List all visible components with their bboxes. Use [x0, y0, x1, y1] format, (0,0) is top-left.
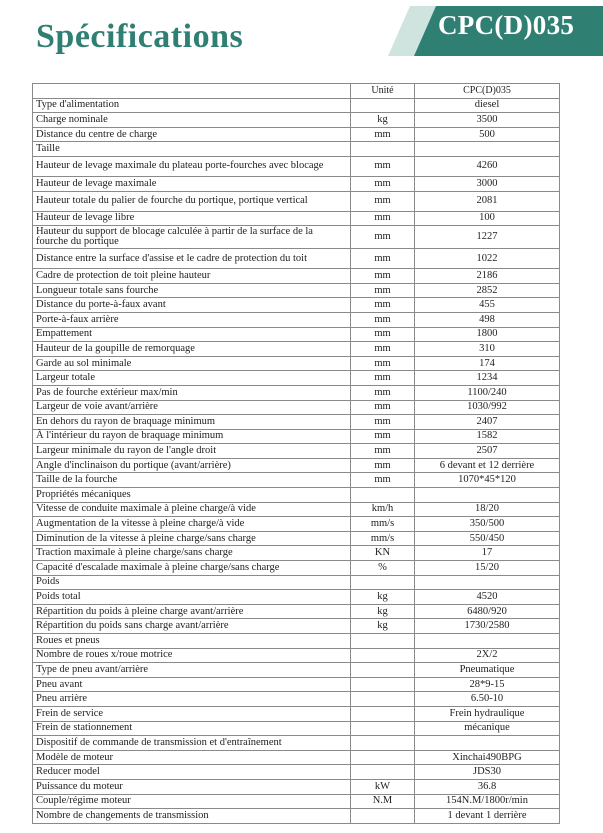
row-value-cell: 2852 — [415, 283, 560, 298]
row-value-cell: 350/500 — [415, 517, 560, 532]
table-row — [33, 721, 560, 736]
table-row — [33, 298, 560, 313]
row-value-cell: 3000 — [415, 176, 560, 191]
table-row — [33, 211, 560, 226]
row-name-cell: Distance du centre de charge — [33, 127, 351, 142]
row-value-cell: 310 — [415, 342, 560, 357]
table-row — [33, 473, 560, 488]
row-name-cell: Poids — [33, 575, 351, 590]
table-row — [33, 191, 560, 211]
model-label: CPC(D)035 — [438, 10, 575, 40]
table-row — [33, 677, 560, 692]
row-unit-cell — [351, 488, 415, 503]
row-unit-cell: kW — [351, 779, 415, 794]
row-value-cell: 455 — [415, 298, 560, 313]
row-name-cell: Hauteur de levage maximale — [33, 176, 351, 191]
table-row — [33, 590, 560, 605]
row-value-cell: JDS30 — [415, 765, 560, 780]
row-unit-cell: mm — [351, 327, 415, 342]
row-value-cell: 1100/240 — [415, 385, 560, 400]
row-value-cell: 28*9-15 — [415, 677, 560, 692]
row-name-cell: Largeur de voie avant/arrière — [33, 400, 351, 415]
table-row — [33, 444, 560, 459]
row-unit-cell: N.M — [351, 794, 415, 809]
row-name-cell: Vitesse de conduite maximale à pleine charge/à vide — [33, 502, 351, 517]
table-row — [33, 794, 560, 809]
row-name-cell: Couple/régime moteur — [33, 794, 351, 809]
table-row — [33, 531, 560, 546]
row-unit-cell: mm — [351, 283, 415, 298]
row-name-cell: Angle d'inclinaison du portique (avant/arrière) — [33, 458, 351, 473]
table-header-row — [33, 84, 560, 99]
row-unit-cell: mm — [351, 249, 415, 269]
row-value-cell: 6.50-10 — [415, 692, 560, 707]
row-unit-cell: mm — [351, 415, 415, 430]
row-unit-cell: km/h — [351, 502, 415, 517]
row-name-cell: Largeur minimale du rayon de l'angle droit — [33, 444, 351, 459]
row-value-cell: 1227 — [415, 226, 560, 249]
row-unit-cell: mm — [351, 342, 415, 357]
row-value-cell: 1800 — [415, 327, 560, 342]
table-row — [33, 429, 560, 444]
row-unit-cell: kg — [351, 113, 415, 128]
table-row — [33, 663, 560, 678]
row-value-cell: 500 — [415, 127, 560, 142]
row-unit-cell — [351, 692, 415, 707]
table-row — [33, 502, 560, 517]
row-value-cell: 1730/2580 — [415, 619, 560, 634]
row-name-cell: Hauteur totale du palier de fourche du portique, portique vertical — [33, 191, 351, 211]
row-name-cell: Augmentation de la vitesse à pleine charge/à vide — [33, 517, 351, 532]
row-name-cell: Largeur totale — [33, 371, 351, 386]
table-row — [33, 226, 560, 249]
row-value-cell — [415, 634, 560, 649]
row-value-cell: 1234 — [415, 371, 560, 386]
row-name-cell: Dispositif de commande de transmission et d'entraînement — [33, 736, 351, 751]
row-value-cell: Frein hydraulique — [415, 706, 560, 721]
row-value-cell: 100 — [415, 211, 560, 226]
row-unit-cell — [351, 721, 415, 736]
row-unit-cell — [351, 575, 415, 590]
row-unit-cell: mm/s — [351, 517, 415, 532]
row-unit-cell — [351, 663, 415, 678]
row-name-cell: Porte-à-faux arrière — [33, 312, 351, 327]
row-unit-cell: % — [351, 561, 415, 576]
row-value-cell: 17 — [415, 546, 560, 561]
row-unit-cell: mm — [351, 444, 415, 459]
row-unit-cell — [351, 634, 415, 649]
row-name-cell: À l'intérieur du rayon de braquage minimum — [33, 429, 351, 444]
row-value-cell: 6480/920 — [415, 604, 560, 619]
row-unit-cell: kg — [351, 590, 415, 605]
row-unit-cell: mm — [351, 269, 415, 284]
row-value-cell: 154N.M/1800r/min — [415, 794, 560, 809]
row-name-cell: Hauteur de levage libre — [33, 211, 351, 226]
row-name-cell: Puissance du moteur — [33, 779, 351, 794]
table-row — [33, 98, 560, 113]
row-name-cell: Distance entre la surface d'assise et le cadre de protection du toit — [33, 249, 351, 269]
row-name-cell: Charge nominale — [33, 113, 351, 128]
table-row — [33, 604, 560, 619]
row-unit-cell — [351, 706, 415, 721]
table-row — [33, 634, 560, 649]
row-value-cell: 2X/2 — [415, 648, 560, 663]
table-row — [33, 488, 560, 503]
row-unit-cell: mm — [351, 429, 415, 444]
row-unit-cell — [351, 809, 415, 824]
table-row — [33, 142, 560, 157]
row-value-cell: 36.8 — [415, 779, 560, 794]
row-name-cell: Hauteur de levage maximale du plateau porte-fourches avec blocage — [33, 156, 351, 176]
row-name-cell: Empattement — [33, 327, 351, 342]
table-row — [33, 706, 560, 721]
row-unit-cell — [351, 98, 415, 113]
header-cell-unit: Unité — [351, 84, 415, 99]
row-name-cell: Type de pneu avant/arrière — [33, 663, 351, 678]
table-row — [33, 371, 560, 386]
row-name-cell: Hauteur de la goupille de remorquage — [33, 342, 351, 357]
row-name-cell: Propriétés mécaniques — [33, 488, 351, 503]
row-value-cell: 2407 — [415, 415, 560, 430]
row-name-cell: Pas de fourche extérieur max/min — [33, 385, 351, 400]
row-value-cell: 3500 — [415, 113, 560, 128]
row-unit-cell — [351, 648, 415, 663]
row-name-cell: Hauteur du support de blocage calculée à partir de la surface de la fourche du portique — [33, 226, 351, 249]
row-value-cell: 2081 — [415, 191, 560, 211]
spec-table — [32, 83, 560, 824]
row-name-cell: Répartition du poids sans charge avant/arrière — [33, 619, 351, 634]
row-value-cell: Pneumatique — [415, 663, 560, 678]
row-unit-cell — [351, 736, 415, 751]
row-unit-cell: mm — [351, 400, 415, 415]
row-name-cell: Pneu arrière — [33, 692, 351, 707]
row-unit-cell: mm — [351, 191, 415, 211]
row-unit-cell: mm/s — [351, 531, 415, 546]
header-cell-name — [33, 84, 351, 99]
row-unit-cell: mm — [351, 298, 415, 313]
table-row — [33, 327, 560, 342]
row-name-cell: Taille de la fourche — [33, 473, 351, 488]
table-row — [33, 342, 560, 357]
table-row — [33, 156, 560, 176]
row-value-cell: mécanique — [415, 721, 560, 736]
row-name-cell: Taille — [33, 142, 351, 157]
row-name-cell: Nombre de changements de transmission — [33, 809, 351, 824]
row-value-cell — [415, 142, 560, 157]
row-value-cell: 4260 — [415, 156, 560, 176]
row-name-cell: Pneu avant — [33, 677, 351, 692]
row-value-cell: 15/20 — [415, 561, 560, 576]
row-name-cell: Frein de service — [33, 706, 351, 721]
table-row — [33, 561, 560, 576]
row-name-cell: Frein de stationnement — [33, 721, 351, 736]
page-title: Spécifications — [36, 18, 244, 55]
row-name-cell: Capacité d'escalade maximale à pleine charge/sans charge — [33, 561, 351, 576]
row-name-cell: Poids total — [33, 590, 351, 605]
row-value-cell: 2186 — [415, 269, 560, 284]
header-cell-model: CPC(D)035 — [415, 84, 560, 99]
row-value-cell: Xinchai490BPG — [415, 750, 560, 765]
row-unit-cell: mm — [351, 356, 415, 371]
row-value-cell: 1070*45*120 — [415, 473, 560, 488]
table-row — [33, 619, 560, 634]
row-name-cell: Longueur totale sans fourche — [33, 283, 351, 298]
row-value-cell: 18/20 — [415, 502, 560, 517]
row-unit-cell: mm — [351, 176, 415, 191]
row-unit-cell: mm — [351, 127, 415, 142]
row-unit-cell: mm — [351, 458, 415, 473]
row-value-cell — [415, 736, 560, 751]
row-unit-cell: mm — [351, 312, 415, 327]
row-unit-cell: mm — [351, 156, 415, 176]
row-unit-cell: mm — [351, 226, 415, 249]
table-row — [33, 249, 560, 269]
row-unit-cell — [351, 142, 415, 157]
table-row — [33, 283, 560, 298]
table-row — [33, 648, 560, 663]
table-row — [33, 546, 560, 561]
row-value-cell: diesel — [415, 98, 560, 113]
row-unit-cell: mm — [351, 211, 415, 226]
table-row — [33, 736, 560, 751]
table-row — [33, 809, 560, 824]
row-name-cell: Cadre de protection de toit pleine hauteur — [33, 269, 351, 284]
table-row — [33, 385, 560, 400]
row-value-cell — [415, 575, 560, 590]
table-row — [33, 415, 560, 430]
row-unit-cell — [351, 765, 415, 780]
row-value-cell: 6 devant et 12 derrière — [415, 458, 560, 473]
row-name-cell: Reducer model — [33, 765, 351, 780]
table-row — [33, 692, 560, 707]
row-name-cell: Distance du porte-à-faux avant — [33, 298, 351, 313]
table-row — [33, 176, 560, 191]
row-value-cell: 2507 — [415, 444, 560, 459]
table-row — [33, 269, 560, 284]
table-row — [33, 113, 560, 128]
row-unit-cell: mm — [351, 371, 415, 386]
row-value-cell: 4520 — [415, 590, 560, 605]
row-unit-cell: KN — [351, 546, 415, 561]
row-unit-cell — [351, 750, 415, 765]
row-value-cell: 1022 — [415, 249, 560, 269]
row-value-cell: 550/450 — [415, 531, 560, 546]
row-value-cell — [415, 488, 560, 503]
table-row — [33, 575, 560, 590]
table-row — [33, 356, 560, 371]
row-value-cell: 174 — [415, 356, 560, 371]
row-value-cell: 1582 — [415, 429, 560, 444]
table-row — [33, 312, 560, 327]
row-name-cell: Type d'alimentation — [33, 98, 351, 113]
row-value-cell: 498 — [415, 312, 560, 327]
table-row — [33, 400, 560, 415]
table-row — [33, 750, 560, 765]
table-row — [33, 765, 560, 780]
row-unit-cell: kg — [351, 619, 415, 634]
row-value-cell: 1030/992 — [415, 400, 560, 415]
row-unit-cell — [351, 677, 415, 692]
row-name-cell: En dehors du rayon de braquage minimum — [33, 415, 351, 430]
row-name-cell: Modèle de moteur — [33, 750, 351, 765]
row-name-cell: Diminution de la vitesse à pleine charge/sans charge — [33, 531, 351, 546]
row-name-cell: Roues et pneus — [33, 634, 351, 649]
table-row — [33, 779, 560, 794]
row-value-cell: 1 devant 1 derrière — [415, 809, 560, 824]
row-name-cell: Nombre de roues x/roue motrice — [33, 648, 351, 663]
row-name-cell: Répartition du poids à pleine charge avant/arrière — [33, 604, 351, 619]
table-row — [33, 127, 560, 142]
row-unit-cell: kg — [351, 604, 415, 619]
row-unit-cell: mm — [351, 473, 415, 488]
row-name-cell: Garde au sol minimale — [33, 356, 351, 371]
table-row — [33, 458, 560, 473]
table-row — [33, 517, 560, 532]
row-name-cell: Traction maximale à pleine charge/sans charge — [33, 546, 351, 561]
row-unit-cell: mm — [351, 385, 415, 400]
